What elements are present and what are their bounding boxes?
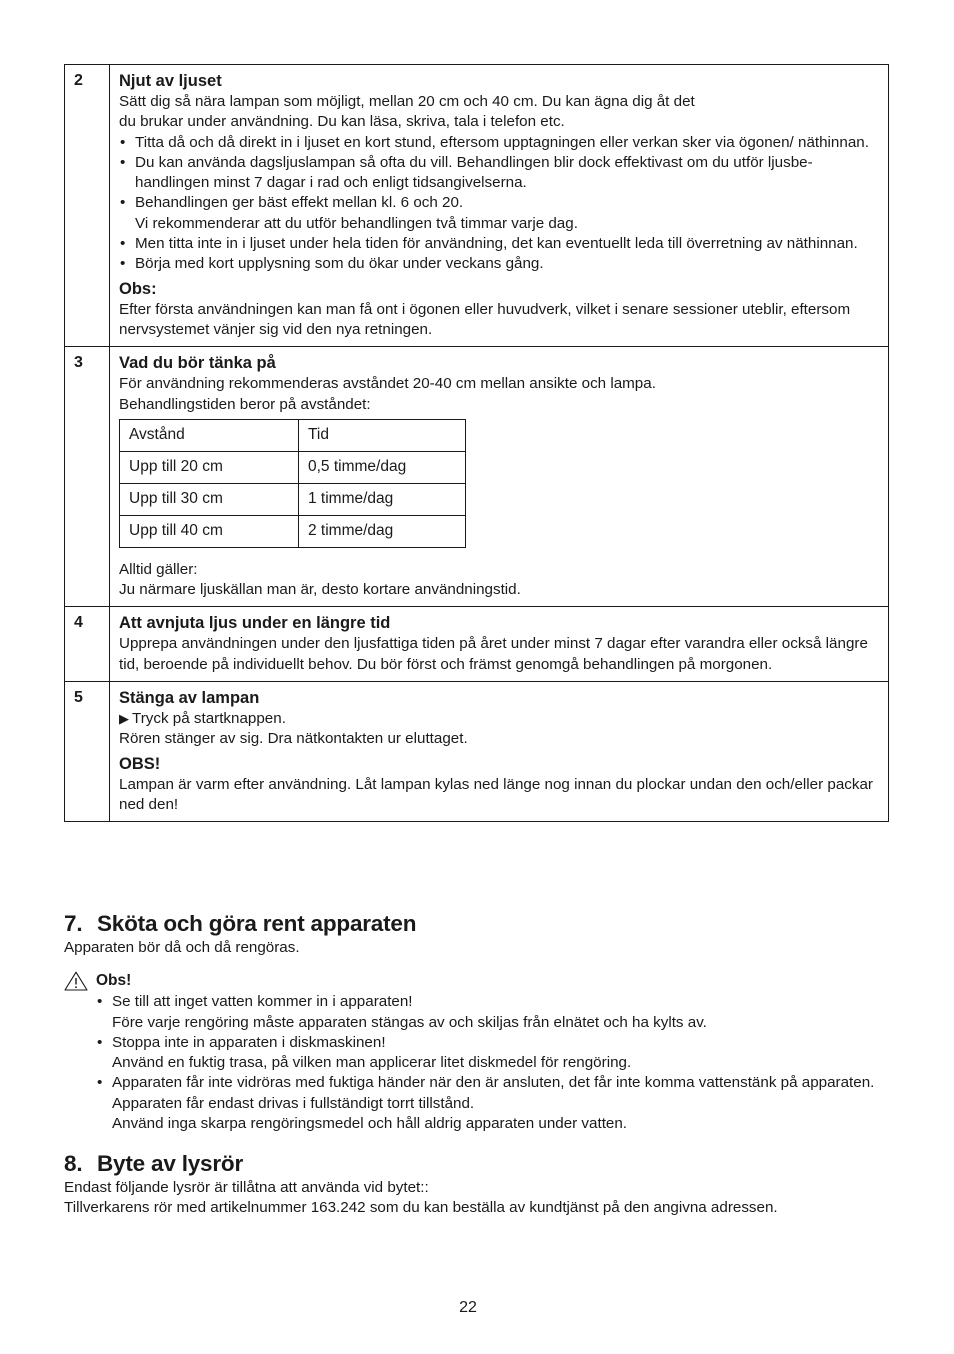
table-cell: 2 timme/dag: [299, 515, 466, 547]
list-item: • Men titta inte in i ljuset under hela tiden för användning, det kan eventuellt leda till överretning av näthinnan.: [119, 234, 876, 254]
step-text: du brukar under användning. Du kan läsa, skriva, tala i telefon etc.: [119, 113, 565, 131]
note-text: Lampan är varm efter användning. Låt lampan kylas ned länge nog innan du plockar undan den och/eller packar ned den!: [119, 775, 873, 813]
section-number: 8.: [64, 1151, 83, 1176]
note-text: Efter första användningen kan man få ont i ögonen eller huvudverk, vilket i senare sessioner uteblir, eftersom nervsystemet vänjer sig vid den nya retningen.: [119, 300, 851, 338]
step-body: [110, 682, 889, 822]
section-heading: [64, 1150, 894, 1178]
table-row: [120, 515, 466, 547]
list-item-extra: Vi rekommenderar att du utför behandlingen två timmar varje dag.: [135, 214, 578, 232]
step-title: Njut av ljuset: [119, 72, 222, 90]
section-text: Endast följande lysrör är tillåtna att använda vid bytet::: [64, 1179, 429, 1196]
instruction-steps-table: [64, 64, 889, 822]
warning-label: Obs!: [96, 972, 132, 990]
section-heading: [64, 910, 894, 938]
note-title: OBS!: [119, 754, 161, 773]
list-item: • Titta då och då direkt in i ljuset en kort stund, eftersom upptagningen eller verkan sker via ögonen/ näthinnan.: [119, 133, 876, 153]
column-header: Avstånd: [120, 419, 299, 451]
list-item-text: Se till att inget vatten kommer in i apparaten!: [112, 993, 413, 1011]
step-text: Upprepa användningen under den ljusfattiga tiden på året under minst 7 dagar efter varandra eller också längre tid, beroende på individuellt behov. Du bör först och främst genomgå behandlingen på morgonen.: [119, 635, 868, 673]
action-line: [119, 709, 876, 729]
step-text: Sätt dig så nära lampan som möjligt, mellan 20 cm och 40 cm. Du kan ägna dig åt det: [119, 93, 695, 110]
list-item: [96, 1073, 894, 1134]
list-item: • Du kan använda dagsljuslampan så ofta du vill. Behandlingen blir dock effektivast om du utför ljusbe- handlingen minst 7 dagar i rad och enligt tidsangivelserna.: [119, 153, 876, 194]
list-item-text: Behandlingen ger bäst effekt mellan kl. 6 och 20.: [135, 194, 464, 212]
list-item: [119, 193, 876, 234]
section-tube-replacement: [64, 1150, 894, 1219]
table-cell: 0,5 timme/dag: [299, 451, 466, 483]
table-cell: Upp till 30 cm: [120, 483, 299, 515]
section-title: Sköta och göra rent apparaten: [97, 911, 417, 936]
step-text: Ju närmare ljuskällan man är, desto kortare användningstid.: [119, 581, 521, 599]
step-body: [110, 607, 889, 682]
table-header-row: [120, 419, 466, 451]
step-row-5: [65, 682, 889, 822]
note-title: Obs:: [119, 279, 157, 298]
table-cell: Upp till 20 cm: [120, 451, 299, 483]
step-text: Rören stänger av sig. Dra nätkontakten ur eluttaget.: [119, 730, 468, 748]
section-number: 7.: [64, 911, 83, 936]
step-number: 2: [65, 65, 110, 347]
step-number: 5: [65, 682, 110, 822]
section-intro: Apparaten bör då och då rengöras.: [64, 939, 300, 956]
list-item: [96, 1033, 894, 1074]
step-title: Att avnjuta ljus under en längre tid: [119, 614, 391, 633]
action-text: Tryck på startknappen.: [132, 710, 286, 728]
distance-time-table: [119, 419, 466, 548]
step-text: Behandlingstiden beror på avståndet:: [119, 395, 371, 413]
warning-header: [64, 970, 894, 992]
list-item: • Börja med kort upplysning som du ökar under veckans gång.: [119, 254, 876, 274]
list-item-extra: Använd en fuktig trasa, på vilken man applicerar litet diskmedel för rengöring.: [112, 1054, 632, 1072]
warning-triangle-icon: [64, 971, 88, 991]
table-row: [120, 483, 466, 515]
list-item-extra: Före varje rengöring måste apparaten stängas av och skiljas från elnätet och ha kylts av.: [112, 1013, 707, 1031]
table-cell: 1 timme/dag: [299, 483, 466, 515]
page-number: 22: [459, 1299, 477, 1316]
step-row-4: [65, 607, 889, 682]
step-text: För användning rekommenderas avståndet 20-40 cm mellan ansikte och lampa.: [119, 375, 656, 393]
section-cleaning: [64, 910, 894, 1134]
list-item-extra: Använd inga skarpa rengöringsmedel och håll aldrig apparaten under vatten.: [112, 1115, 628, 1133]
step-text: Alltid gäller:: [119, 560, 198, 578]
step-number: 3: [65, 347, 110, 607]
play-arrow-icon: ▶: [119, 711, 129, 727]
table-cell: Upp till 40 cm: [120, 515, 299, 547]
step-title: Vad du bör tänka på: [119, 354, 276, 373]
step-row-3: [65, 347, 889, 607]
bullet-list: [96, 992, 894, 1134]
step-body: [110, 347, 889, 607]
list-item-text: Stoppa inte in apparaten i diskmaskinen!: [112, 1033, 386, 1051]
step-body: [110, 65, 889, 347]
step-number: 4: [65, 607, 110, 682]
list-item: [96, 992, 894, 1033]
step-row-2: [65, 65, 889, 347]
section-title: Byte av lysrör: [97, 1151, 244, 1176]
step-title: Stänga av lampan: [119, 689, 260, 708]
list-item-text: Apparaten får inte vidröras med fuktiga händer när den är ansluten, det får inte komma vattenstänk på apparaten. Apparaten får endast drivas i fullständigt torrt tillstånd.: [112, 1074, 875, 1112]
table-row: [120, 451, 466, 483]
section-text: Tillverkarens rör med artikelnummer 163.242 som du kan beställa av kundtjänst på den angivna adressen.: [64, 1199, 778, 1217]
column-header: Tid: [299, 419, 466, 451]
bullet-list: [119, 133, 876, 275]
